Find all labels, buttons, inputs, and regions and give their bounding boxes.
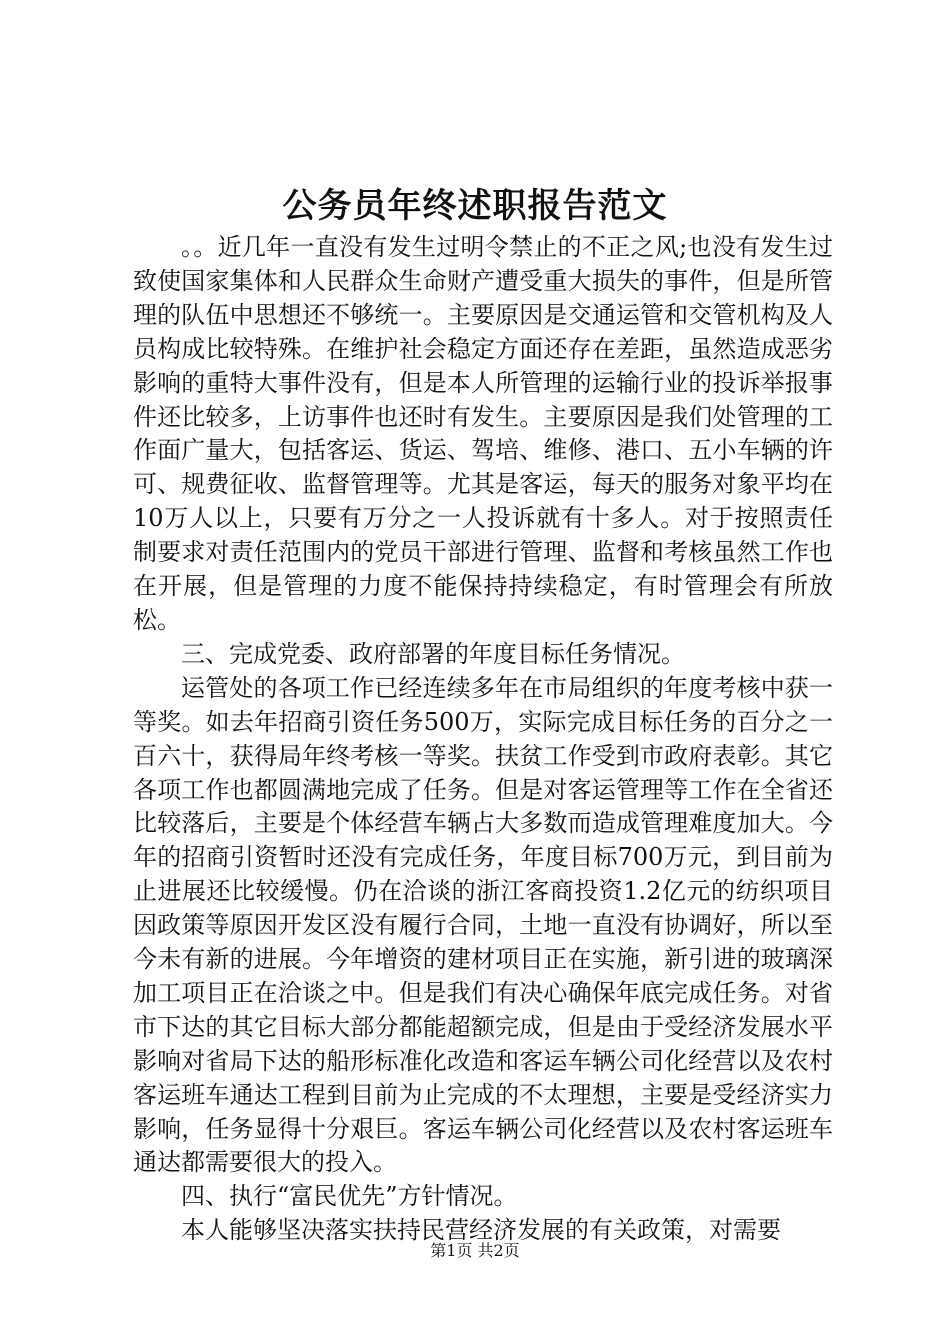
section-heading-3: 三、完成党委、政府部署的年度目标任务情况。 (181, 639, 685, 668)
document-body (133, 231, 833, 1248)
document-title: 公务员年终述职报告范文 (282, 186, 668, 226)
paragraph-3: 本人能够坚决落实扶持民营经济发展的有关政策，对需要 (181, 1216, 781, 1245)
paragraph-1: 。。近几年一直没有发生过明令禁止的不正之风;也没有发生过致使国家集体和人民群众生命财产遭受重大损失的事件，但是所管理的队伍中思想还不够统一。主要原因是交通运管和交管机构及人员构成比较特殊。在维护社会稳定方面还存在差距，虽然造成恶劣影响的重特大事件没有，但是本人所管理的运输行业的投诉举报事件还比较多，上访事件也还时有发生。主要原因是我们处管理的工作面广量大，包括客运、货运、驾培、维修、港口、五小车辆的许可、规费征收、监督管理等。尤其是客运，每天的服务对象平均在10万人以上，只要有万分之一人投诉就有十多人。对于按照责任制要求对责任范围内的党员干部进行管理、监督和考核虽然工作也在开展，但是管理的力度不能保持持续稳定，有时管理会有所放松。 (133, 233, 833, 634)
paragraph-2: 运管处的各项工作已经连续多年在市局组织的年度考核中获一等奖。如去年招商引资任务500万，实际完成目标任务的百分之一百六十，获得局年终考核一等奖。扶贫工作受到市政府表彰。其它各项工作也都圆满地完成了任务。但是对客运管理等工作在全省还比较落后，主要是个体经营车辆占大多数而造成管理难度加大。今年的招商引资暂时还没有完成任务，年度目标700万元，到目前为止进展还比较缓慢。仍在洽谈的浙江客商投资1.2亿元的纺织项目因政策等原因开发区没有履行合同，土地一直没有协调好，所以至今未有新的进展。今年增资的建材项目正在实施，新引进的玻璃深加工项目正在洽谈之中。但是我们有决心确保年底完成任务。对省市下达的其它目标大部分都能超额完成，但是由于受经济发展水平影响对省局下达的船形标准化改造和客运车辆公司化经营以及农村客运班车通达工程到目前为止完成的不太理想，主要是受经济实力影响，任务显得十分艰巨。客运车辆公司化经营以及农村客运班车通达都需要很大的投入。 (133, 673, 833, 1177)
page-footer: 第1页 共2页 (430, 1241, 520, 1260)
section-heading-4: 四、执行“富民优先”方针情况。 (181, 1182, 518, 1211)
